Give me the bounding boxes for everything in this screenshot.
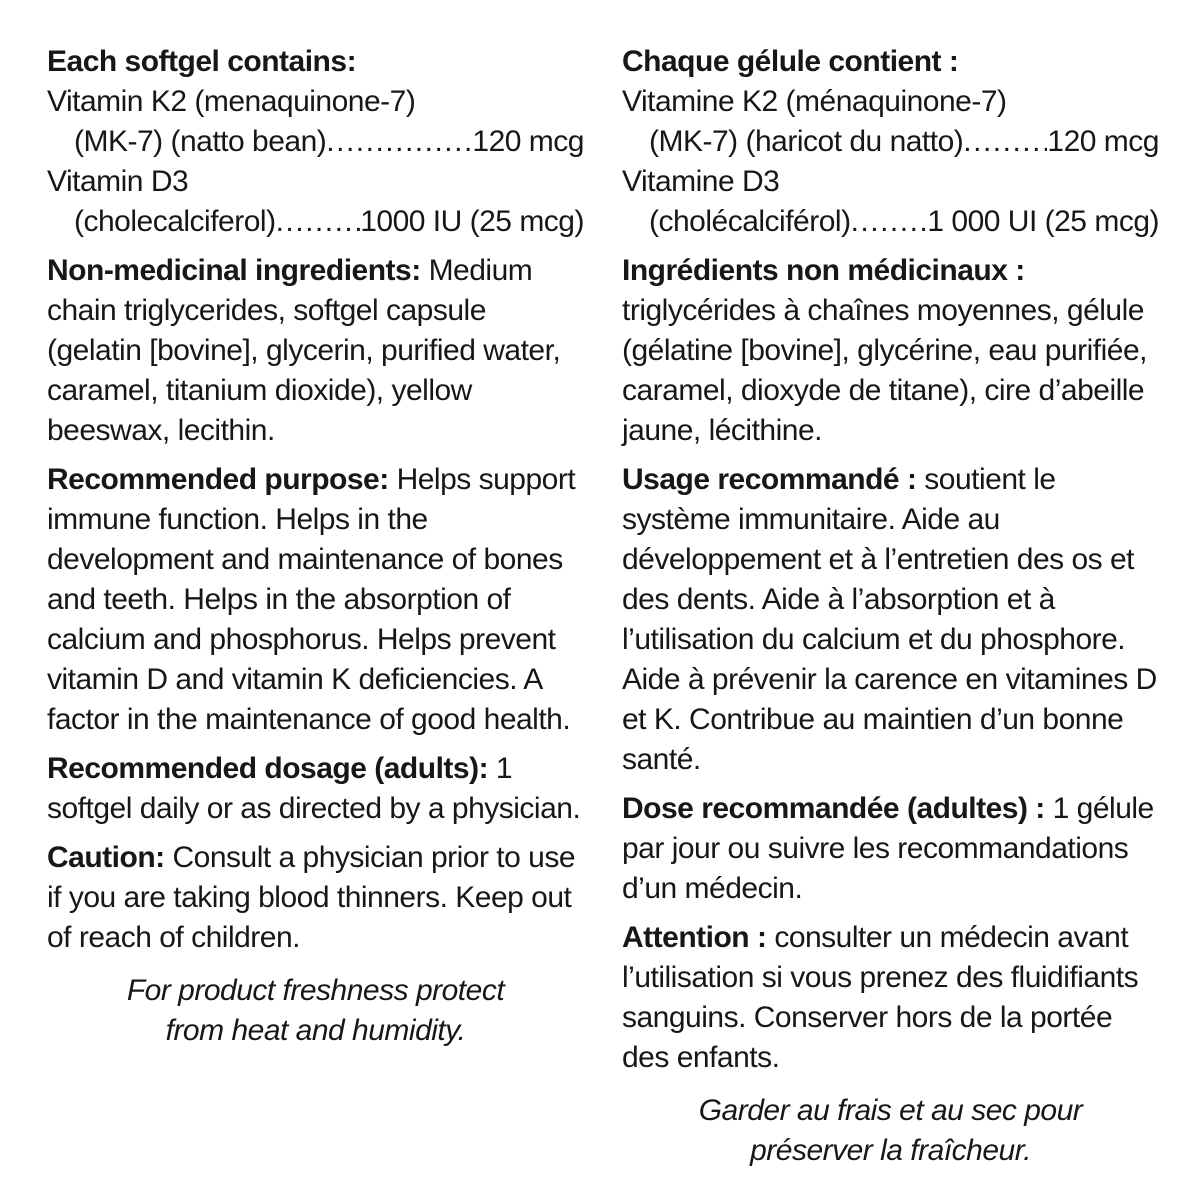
ingredient-amount: 1 000 UI (25 mcg) bbox=[927, 205, 1159, 238]
ingredient-amount: 120 mcg bbox=[472, 125, 584, 158]
ingredient-source: (MK-7) (haricot du natto) bbox=[649, 125, 964, 158]
ingredient-amount: 120 mcg bbox=[1047, 125, 1159, 158]
french-attention-section bbox=[622, 918, 1159, 1078]
section-label: Caution: bbox=[47, 841, 165, 874]
section-body: soutient le système immunitaire. Aide au développement et à l’entretien des os et des dents. Aide à l’absorption et à l’utilisation du calcium et du phosphore. Aide à prévenir la carence en vitamines D et K. Contribue au maintien d’un bonne santé. bbox=[622, 463, 1157, 776]
french-ingredient-vitamin-k2 bbox=[622, 82, 1159, 162]
section-label: Attention : bbox=[622, 921, 767, 954]
french-freshness-note: Garder au frais et au sec pour préserver la fraîcheur. bbox=[698, 1094, 1083, 1167]
ingredient-dose-row bbox=[47, 202, 584, 242]
ingredient-dose-row bbox=[622, 202, 1159, 242]
ingredient-name: Vitamine D3 bbox=[622, 165, 780, 198]
section-body: Consult a physician prior to use if you are taking blood thinners. Keep out of reach of children. bbox=[47, 841, 576, 954]
english-ingredient-vitamin-k2 bbox=[47, 82, 584, 162]
ingredient-name: Vitamine K2 (ménaquinone-7) bbox=[622, 85, 1007, 118]
section-body: 1 softgel daily or as directed by a physician. bbox=[47, 752, 581, 825]
french-recommended-use-section bbox=[622, 460, 1159, 780]
ingredient-name: Vitamin K2 (menaquinone-7) bbox=[47, 85, 416, 118]
ingredient-dose-row bbox=[47, 122, 584, 162]
english-column bbox=[47, 42, 584, 1051]
section-label: Usage recommandé : bbox=[622, 463, 917, 496]
section-label: Recommended dosage (adults): bbox=[47, 752, 489, 785]
english-recommended-dosage-section bbox=[47, 749, 584, 829]
section-body: Medium chain triglycerides, softgel capsule (gelatin [bovine], glycerin, purified water, caramel, titanium dioxide), yellow beeswax, lecithin. bbox=[47, 254, 561, 447]
section-label: Ingrédients non médicinaux : bbox=[622, 254, 1025, 287]
section-body: Helps support immune function. Helps in the development and maintenance of bones and teeth. Helps in the absorption of calcium and phosphorus. Helps prevent vitamin D and vitamin K deficiencies. A factor in the maintenance of good health. bbox=[47, 463, 576, 736]
english-heading: Each softgel contains: bbox=[47, 45, 357, 78]
section-label: Recommended purpose: bbox=[47, 463, 389, 496]
ingredient-source: (cholécalciférol) bbox=[649, 205, 851, 238]
section-label: Non-medicinal ingredients: bbox=[47, 254, 421, 287]
french-column bbox=[622, 42, 1159, 1171]
ingredient-dose-row bbox=[622, 122, 1159, 162]
ingredient-source: (cholecalciferol) bbox=[74, 205, 276, 238]
section-body: 1 gélule par jour ou suivre les recommandations d’un médecin. bbox=[622, 792, 1154, 905]
ingredient-amount: 1000 IU (25 mcg) bbox=[360, 205, 584, 238]
section-body: triglycérides à chaînes moyennes, gélule (gélatine [bovine], glycérine, eau purifiée, caramel, dioxyde de titane), cire d’abeille jaune, lécithine. bbox=[622, 294, 1148, 447]
dot-leader bbox=[963, 122, 1047, 162]
dot-leader bbox=[276, 202, 361, 242]
section-body: consulter un médecin avant l’utilisation si vous prenez des fluidifiants sanguins. Conserver hors de la portée des enfants. bbox=[622, 921, 1139, 1074]
english-caution-section bbox=[47, 838, 584, 958]
ingredient-source: (MK-7) (natto bean) bbox=[74, 125, 327, 158]
section-label: Dose recommandée (adultes) : bbox=[622, 792, 1045, 825]
english-non-medicinal-section bbox=[47, 251, 584, 451]
dot-leader bbox=[326, 122, 472, 162]
english-ingredient-vitamin-d3 bbox=[47, 162, 584, 242]
french-recommended-dose-section bbox=[622, 789, 1159, 909]
french-heading: Chaque gélule contient : bbox=[622, 45, 959, 78]
french-non-medicinal-section bbox=[622, 251, 1159, 451]
french-ingredient-vitamin-d3 bbox=[622, 162, 1159, 242]
ingredient-name: Vitamin D3 bbox=[47, 165, 189, 198]
dot-leader bbox=[851, 202, 928, 242]
english-freshness-note: For product freshness protect from heat and humidity. bbox=[126, 974, 505, 1047]
english-recommended-purpose-section bbox=[47, 460, 584, 740]
